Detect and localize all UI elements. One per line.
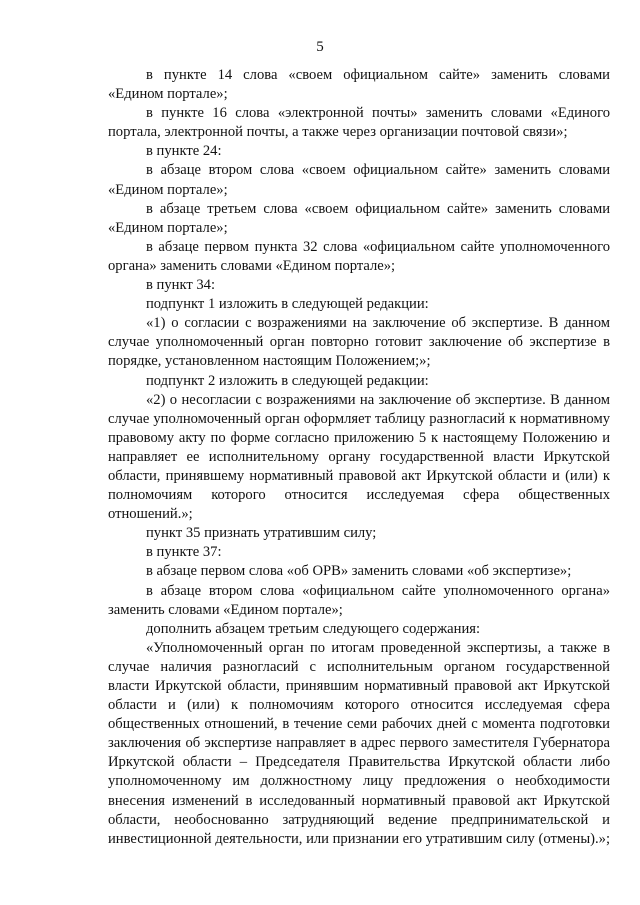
paragraph: в абзаце третьем слова «своем официальном сайте» заменить словами «Едином портале»; <box>108 200 610 236</box>
paragraph: в пункте 16 слова «электронной почты» заменить словами «Единого портала, электронной почты, а также через организации почтовой связи»; <box>108 105 610 141</box>
page-number: 5 <box>316 39 324 55</box>
quoted-paragraph: «2) о несогласии с возражениями на заключение об экспертизе. В данном случае уполномоченный орган оформляет таблицу разногласий к нормативному правовому акту по форме согласно приложению 5 к настоящему Положению и направляет ее исполнительному органу государственной власти Иркутской области, принявшему нормативный правовой акт Иркутской области и (или) к полномочиям которого относится исследуемая сфера общественных отношений.»; <box>108 391 610 523</box>
paragraph: в пункт 34: <box>146 277 216 294</box>
paragraph: дополнить абзацем третьим следующего содержания: <box>146 620 481 637</box>
paragraph: в абзаце втором слова «официальном сайте уполномоченного органа» заменить словами «Едином портале»; <box>108 582 610 618</box>
paragraph: подпункт 2 изложить в следующей редакции: <box>146 372 429 389</box>
paragraph: в пункте 14 слова «своем официальном сайте» заменить словами «Едином портале»; <box>108 67 610 103</box>
paragraph: в абзаце первом слова «об ОРВ» заменить словами «об экспертизе»; <box>146 563 572 580</box>
document-body <box>108 66 610 849</box>
paragraph: подпункт 1 изложить в следующей редакции: <box>146 296 429 313</box>
paragraph: в абзаце втором слова «своем официальном сайте» заменить словами «Едином портале»; <box>108 162 610 198</box>
quoted-paragraph: «Уполномоченный орган по итогам проведенной экспертизы, а также в случае наличия разногласий с исполнительным органом государственной власти Иркутской области, принявшим нормативный правовой акт Иркутской области и (или) к полномочиям которого относится исследуемая сфера общественных отношений, в течение семи рабочих дней с момента подготовки заключения об экспертизе направляет в адрес первого заместителя Губернатора Иркутской области – Председателя Правительства Иркутской области либо уполномоченному им должностному лицу предложения о необходимости внесения изменений в исследованный нормативный правовой акт Иркутской области, необоснованно затрудняющий ведение предпринимательской и инвестиционной деятельности, или признании его утратившим силу (отмены).»; <box>108 639 611 847</box>
paragraph: в пункте 24: <box>146 143 222 160</box>
paragraph: пункт 35 признать утратившим силу; <box>146 525 377 542</box>
paragraph: в пункте 37: <box>146 544 222 561</box>
quoted-paragraph: «1) о согласии с возражениями на заключение об экспертизе. В данном случае уполномоченный орган повторно готовит заключение об экспертизе в порядке, установленном настоящим Положением;»; <box>108 315 610 370</box>
paragraph: в абзаце первом пункта 32 слова «официальном сайте уполномоченного органа» заменить словами «Едином портале»; <box>108 238 610 274</box>
